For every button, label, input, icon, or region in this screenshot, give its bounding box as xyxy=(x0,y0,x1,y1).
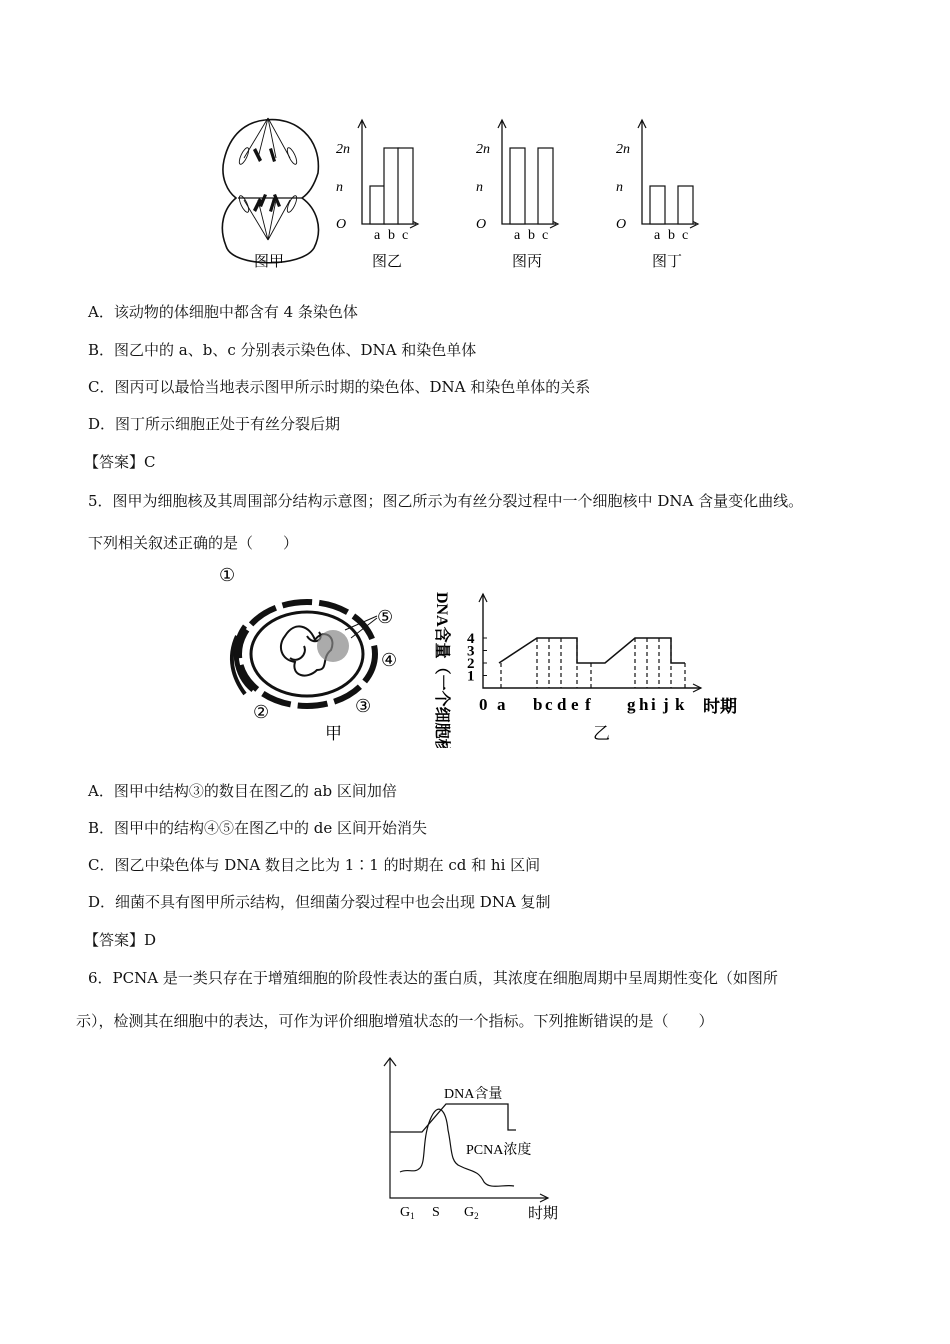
q5-option-a: A．图甲中结构③的数目在图乙的 ab 区间加倍 xyxy=(88,782,397,800)
marker-1: ① xyxy=(219,566,236,585)
q5-answer: 【答案】D xyxy=(84,931,157,949)
bar xyxy=(538,148,553,224)
q4-option-c: C．图丙可以最恰当地表示图甲所示时期的染色体、DNA 和染色单体的关系 xyxy=(88,378,591,396)
x-tick-label: a xyxy=(514,228,521,243)
figure-2 xyxy=(215,566,755,748)
bar xyxy=(510,148,525,224)
tick-g2: $G_2$ xyxy=(464,1205,479,1221)
x-tick-label: a xyxy=(497,695,506,714)
x-tick-label: c xyxy=(542,228,549,243)
y-tick-label: n xyxy=(616,180,623,195)
y-tick-label: 3 xyxy=(467,643,475,660)
dna-curve xyxy=(390,1104,516,1132)
y-tick-label: n xyxy=(336,180,343,195)
x-tick-label: i xyxy=(651,695,656,714)
figure-2-svg xyxy=(215,566,755,748)
x-tick-label: c xyxy=(682,228,689,243)
y-tick-label: 1 xyxy=(467,668,475,685)
y-tick-label: 2n xyxy=(336,142,350,157)
marker-5: ⑤ xyxy=(377,607,394,627)
y-tick-label: O xyxy=(476,217,487,232)
x-tick-label: k xyxy=(675,695,685,714)
x-tick-label: b xyxy=(668,228,675,243)
cell-division-diagram xyxy=(222,118,318,263)
marker-3: ③ xyxy=(355,696,372,716)
figure-1 xyxy=(210,108,730,276)
q5-stem-line1: 5．图甲为细胞核及其周围部分结构示意图；图乙所示为有丝分裂过程中一个细胞核中 DNA 含量变化曲线。 xyxy=(88,492,804,510)
x-tick-label: b xyxy=(388,228,395,243)
caption-yi-2: 乙 xyxy=(593,724,610,744)
q4-option-a: A．该动物的体细胞中都含有 4 条染色体 xyxy=(88,303,358,321)
figure-3-svg xyxy=(380,1050,580,1222)
x-tick-label: c xyxy=(545,695,553,714)
figure-1-svg xyxy=(210,108,730,276)
caption-jia: 图甲 xyxy=(254,252,285,270)
q4-answer: 【答案】C xyxy=(84,453,156,471)
q4-option-d: D．图丁所示细胞正处于有丝分裂后期 xyxy=(88,415,341,433)
figure-3 xyxy=(380,1050,580,1222)
q6-stem-line2: 示），检测其在细胞中的表达，可作为评价细胞增殖状态的一个指标。下列推断错误的是（ ） xyxy=(76,1012,714,1030)
dna-content-chart xyxy=(467,594,701,714)
y-tick-label: 2n xyxy=(616,142,630,157)
x-tick-label: g xyxy=(627,695,636,714)
x-tick-label: f xyxy=(585,695,591,714)
x-tick-label: a xyxy=(374,228,381,243)
x-tick-label: b xyxy=(533,695,543,714)
y-tick-label: 4 xyxy=(467,631,475,647)
caption-ding: 图丁 xyxy=(652,252,683,270)
dna-curve xyxy=(499,638,685,663)
fig2-xlabel: 时期 xyxy=(703,697,737,717)
y-tick-label: 2 xyxy=(467,656,475,672)
bar xyxy=(398,148,413,224)
y-tick-label: O xyxy=(336,217,347,232)
x-tick-label: h xyxy=(639,695,649,714)
x-tick-label: c xyxy=(402,228,409,243)
bar xyxy=(678,186,693,224)
x-tick-label: a xyxy=(654,228,661,243)
bar xyxy=(384,148,399,224)
caption-jia-2: 甲 xyxy=(325,724,342,744)
q5-option-c: C．图乙中染色体与 DNA 数目之比为 1∶1 的时期在 cd 和 hi 区间 xyxy=(88,856,541,874)
bar xyxy=(370,186,385,224)
bar xyxy=(650,186,665,224)
x-tick-label: b xyxy=(528,228,535,243)
x-tick-label: j xyxy=(663,695,669,714)
q4-option-b: B．图乙中的 a、b、c 分别表示染色体、DNA 和染色单体 xyxy=(88,341,477,359)
label-dna: DNA含量 xyxy=(444,1087,503,1102)
fig3-axes xyxy=(390,1058,548,1198)
y-tick-label: 2n xyxy=(476,142,490,157)
q5-option-b: B．图甲中的结构④⑤在图乙中的 de 区间开始消失 xyxy=(88,819,428,837)
nucleus-diagram xyxy=(219,566,397,744)
caption-bing: 图丙 xyxy=(512,252,543,270)
y-tick-label: n xyxy=(476,180,483,195)
q6-stem-line1: 6．PCNA 是一类只存在于增殖细胞的阶段性表达的蛋白质，其浓度在细胞周期中呈周期性变化（如图所 xyxy=(88,969,778,987)
x-tick-label: e xyxy=(571,695,579,714)
caption-yi: 图乙 xyxy=(372,252,403,270)
x-tick-label: d xyxy=(557,695,567,714)
q5-stem-line2: 下列相关叙述正确的是（ ） xyxy=(88,534,299,552)
fig2-ylabel: DNA含量（一个细胞核内） xyxy=(433,592,450,748)
fig3-xlabel: 时期 xyxy=(528,1204,559,1222)
label-pcna: PCNA浓度 xyxy=(466,1143,532,1158)
tick-g1: $G_1$ xyxy=(400,1205,415,1221)
q5-option-d: D．细菌不具有图甲所示结构，但细菌分裂过程中也会出现 DNA 复制 xyxy=(88,893,551,911)
marker-2: ② xyxy=(253,702,270,722)
fig2-axes xyxy=(483,594,701,688)
tick-s: S xyxy=(432,1205,440,1220)
x-tick-label: 0 xyxy=(479,695,488,714)
y-tick-label: O xyxy=(616,217,627,232)
marker-4: ④ xyxy=(381,650,398,670)
